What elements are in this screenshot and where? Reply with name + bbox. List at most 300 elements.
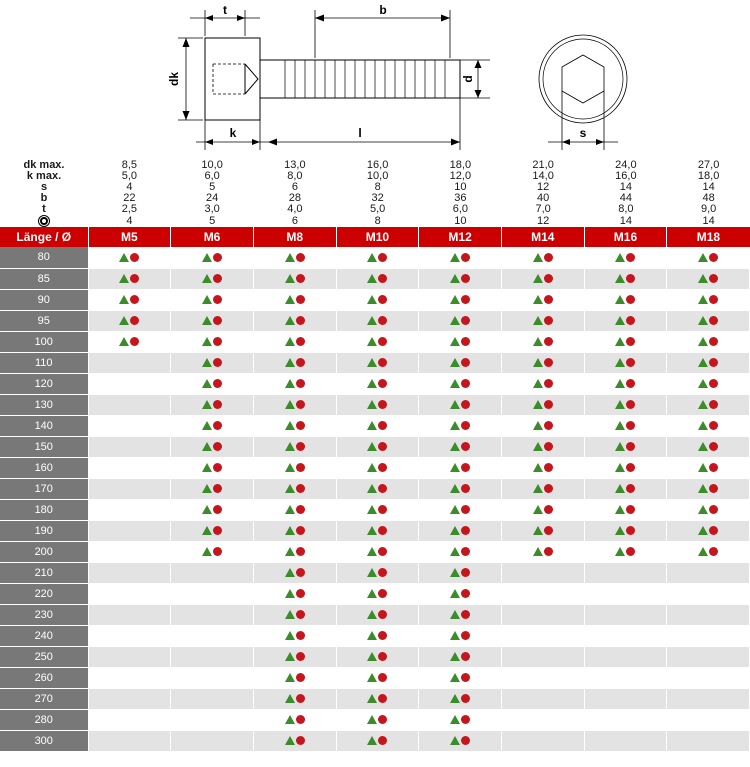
availability-symbols bbox=[285, 715, 305, 724]
availability-cell-available bbox=[253, 604, 336, 625]
availability-cell-empty bbox=[667, 583, 750, 604]
row-length-label: 110 bbox=[0, 352, 88, 373]
triangle-icon bbox=[367, 421, 377, 430]
availability-symbols bbox=[119, 253, 139, 262]
availability-cell-available bbox=[253, 499, 336, 520]
availability-symbols bbox=[285, 400, 305, 409]
availability-symbols bbox=[367, 358, 387, 367]
circle-icon bbox=[626, 421, 635, 430]
circle-icon bbox=[213, 463, 222, 472]
header-column-m8: M8 bbox=[253, 227, 336, 247]
triangle-icon bbox=[119, 253, 129, 262]
triangle-icon bbox=[202, 358, 212, 367]
availability-cell-available bbox=[667, 541, 750, 562]
availability-symbols bbox=[615, 295, 635, 304]
circle-icon bbox=[378, 337, 387, 346]
availability-symbols bbox=[285, 694, 305, 703]
availability-cell-available bbox=[171, 499, 254, 520]
table-header-row bbox=[0, 227, 750, 247]
availability-symbols bbox=[533, 337, 553, 346]
availability-cell-available bbox=[501, 268, 584, 289]
triangle-icon bbox=[367, 505, 377, 514]
circle-icon bbox=[461, 547, 470, 556]
availability-cell-available bbox=[667, 457, 750, 478]
spec-value: 6,0 bbox=[204, 170, 220, 182]
circle-icon bbox=[461, 484, 470, 493]
availability-symbols bbox=[202, 442, 222, 451]
triangle-icon bbox=[119, 337, 129, 346]
spec-value: 40 bbox=[537, 192, 550, 204]
triangle-icon bbox=[202, 484, 212, 493]
availability-cell-available bbox=[171, 394, 254, 415]
availability-cell-available bbox=[336, 562, 419, 583]
availability-symbols bbox=[450, 400, 470, 409]
availability-cell-available bbox=[667, 499, 750, 520]
availability-symbols bbox=[367, 652, 387, 661]
triangle-icon bbox=[450, 421, 460, 430]
circle-icon bbox=[544, 400, 553, 409]
triangle-icon bbox=[367, 484, 377, 493]
triangle-icon bbox=[615, 400, 625, 409]
row-length-label: 170 bbox=[0, 478, 88, 499]
row-length-label: 140 bbox=[0, 415, 88, 436]
row-length-label: 220 bbox=[0, 583, 88, 604]
availability-symbols bbox=[615, 442, 635, 451]
availability-cell-available bbox=[584, 247, 667, 268]
table-row bbox=[0, 604, 750, 625]
triangle-icon bbox=[698, 337, 708, 346]
spec-value: 12 bbox=[537, 181, 550, 193]
circle-icon bbox=[130, 253, 139, 262]
triangle-icon bbox=[533, 400, 543, 409]
circle-icon bbox=[296, 673, 305, 682]
availability-symbols bbox=[285, 484, 305, 493]
availability-symbols bbox=[367, 316, 387, 325]
circle-icon bbox=[130, 316, 139, 325]
circle-icon bbox=[213, 505, 222, 514]
availability-cell-available bbox=[253, 478, 336, 499]
availability-cell-empty bbox=[171, 646, 254, 667]
circle-icon bbox=[544, 379, 553, 388]
availability-cell-empty bbox=[501, 709, 584, 730]
row-length-label: 240 bbox=[0, 625, 88, 646]
label-k: k bbox=[229, 126, 237, 140]
row-length-label: 210 bbox=[0, 562, 88, 583]
availability-symbols bbox=[367, 547, 387, 556]
availability-symbols bbox=[698, 421, 718, 430]
availability-symbols bbox=[615, 379, 635, 388]
triangle-icon bbox=[533, 484, 543, 493]
triangle-icon bbox=[367, 358, 377, 367]
triangle-icon bbox=[698, 274, 708, 283]
row-length-label: 230 bbox=[0, 604, 88, 625]
availability-cell-empty bbox=[584, 583, 667, 604]
table-row bbox=[0, 499, 750, 520]
availability-cell-available bbox=[336, 268, 419, 289]
spec-value: 10,0 bbox=[201, 159, 223, 171]
availability-symbols bbox=[698, 337, 718, 346]
availability-cell-available bbox=[253, 247, 336, 268]
availability-symbols bbox=[615, 463, 635, 472]
availability-cell-empty bbox=[88, 709, 171, 730]
availability-cell-available bbox=[253, 520, 336, 541]
availability-cell-available bbox=[253, 268, 336, 289]
availability-cell-available bbox=[584, 268, 667, 289]
availability-symbols bbox=[285, 547, 305, 556]
circle-icon bbox=[461, 379, 470, 388]
triangle-icon bbox=[533, 295, 543, 304]
spec-value: 10 bbox=[454, 214, 467, 227]
circle-icon bbox=[626, 274, 635, 283]
availability-symbols bbox=[450, 589, 470, 598]
circle-icon bbox=[296, 652, 305, 661]
availability-symbols bbox=[698, 379, 718, 388]
spec-value: 5 bbox=[209, 181, 216, 193]
spec-value: 14,0 bbox=[532, 170, 554, 182]
availability-cell-empty bbox=[88, 667, 171, 688]
triangle-icon bbox=[450, 547, 460, 556]
availability-symbols bbox=[202, 274, 222, 283]
triangle-icon bbox=[119, 295, 129, 304]
availability-symbols bbox=[450, 631, 470, 640]
circle-icon bbox=[130, 295, 139, 304]
availability-cell-available bbox=[253, 646, 336, 667]
triangle-icon bbox=[615, 274, 625, 283]
label-t: t bbox=[223, 3, 227, 17]
triangle-icon bbox=[285, 505, 295, 514]
header-column-m5: M5 bbox=[88, 227, 171, 247]
triangle-icon bbox=[698, 316, 708, 325]
table-row bbox=[0, 436, 750, 457]
table-row bbox=[0, 625, 750, 646]
triangle-icon bbox=[285, 316, 295, 325]
circle-icon bbox=[378, 442, 387, 451]
table-row bbox=[0, 289, 750, 310]
spec-value: 14 bbox=[619, 181, 632, 193]
triangle-icon bbox=[533, 274, 543, 283]
circle-icon bbox=[296, 358, 305, 367]
triangle-icon bbox=[615, 379, 625, 388]
circle-icon bbox=[378, 547, 387, 556]
circle-icon bbox=[296, 694, 305, 703]
triangle-icon bbox=[698, 253, 708, 262]
table-row bbox=[0, 583, 750, 604]
availability-cell-available bbox=[171, 331, 254, 352]
availability-symbols bbox=[450, 295, 470, 304]
header-length-diameter: Länge / Ø bbox=[0, 227, 88, 247]
table-row bbox=[0, 541, 750, 562]
availability-symbols bbox=[450, 568, 470, 577]
triangle-icon bbox=[698, 400, 708, 409]
triangle-icon bbox=[367, 652, 377, 661]
row-length-label: 85 bbox=[0, 268, 88, 289]
circle-icon bbox=[544, 337, 553, 346]
circle-icon bbox=[461, 505, 470, 514]
circle-icon bbox=[378, 694, 387, 703]
availability-cell-empty bbox=[501, 562, 584, 583]
triangle-icon bbox=[285, 526, 295, 535]
availability-symbols bbox=[615, 505, 635, 514]
availability-symbols bbox=[450, 379, 470, 388]
circle-icon bbox=[296, 379, 305, 388]
circle-icon bbox=[378, 715, 387, 724]
circle-icon bbox=[461, 358, 470, 367]
availability-cell-empty bbox=[88, 499, 171, 520]
triangle-icon bbox=[367, 673, 377, 682]
availability-symbols bbox=[285, 316, 305, 325]
availability-symbols bbox=[285, 463, 305, 472]
availability-cell-available bbox=[419, 541, 502, 562]
triangle-icon bbox=[615, 421, 625, 430]
availability-cell-available bbox=[419, 352, 502, 373]
table-row bbox=[0, 310, 750, 331]
availability-cell-empty bbox=[667, 688, 750, 709]
availability-symbols bbox=[119, 295, 139, 304]
availability-symbols bbox=[615, 547, 635, 556]
circle-icon bbox=[296, 316, 305, 325]
availability-cell-empty bbox=[584, 646, 667, 667]
spec-value: 14 bbox=[702, 214, 715, 227]
availability-symbols bbox=[450, 673, 470, 682]
circle-icon bbox=[378, 316, 387, 325]
availability-symbols bbox=[202, 463, 222, 472]
triangle-icon bbox=[450, 631, 460, 640]
spec-value: 8 bbox=[374, 214, 381, 227]
triangle-icon bbox=[615, 505, 625, 514]
triangle-icon bbox=[450, 442, 460, 451]
circle-icon bbox=[296, 736, 305, 745]
availability-cell-empty bbox=[171, 709, 254, 730]
availability-symbols bbox=[450, 337, 470, 346]
availability-symbols bbox=[367, 526, 387, 535]
triangle-icon bbox=[615, 295, 625, 304]
triangle-icon bbox=[367, 715, 377, 724]
availability-cell-available bbox=[336, 331, 419, 352]
availability-symbols bbox=[533, 484, 553, 493]
availability-cell-available bbox=[253, 730, 336, 751]
row-length-label: 120 bbox=[0, 373, 88, 394]
triangle-icon bbox=[202, 442, 212, 451]
circle-icon bbox=[461, 715, 470, 724]
circle-icon bbox=[461, 421, 470, 430]
availability-cell-available bbox=[88, 247, 171, 268]
header-column-m10: M10 bbox=[336, 227, 419, 247]
circle-icon bbox=[461, 253, 470, 262]
circle-icon bbox=[213, 421, 222, 430]
circle-icon bbox=[626, 505, 635, 514]
availability-symbols bbox=[533, 505, 553, 514]
availability-cell-available bbox=[667, 415, 750, 436]
triangle-icon bbox=[615, 547, 625, 556]
availability-cell-available bbox=[501, 520, 584, 541]
circle-icon bbox=[213, 526, 222, 535]
circle-icon bbox=[544, 463, 553, 472]
circle-icon bbox=[461, 610, 470, 619]
availability-symbols bbox=[367, 736, 387, 745]
table-row bbox=[0, 268, 750, 289]
availability-cell-available bbox=[419, 688, 502, 709]
availability-cell-available bbox=[419, 730, 502, 751]
spec-value: 5 bbox=[209, 214, 216, 227]
triangle-icon bbox=[698, 358, 708, 367]
circle-icon bbox=[213, 274, 222, 283]
row-length-label: 300 bbox=[0, 730, 88, 751]
triangle-icon bbox=[367, 463, 377, 472]
triangle-icon bbox=[450, 610, 460, 619]
circle-icon bbox=[461, 463, 470, 472]
availability-cell-available bbox=[336, 499, 419, 520]
circle-icon bbox=[709, 400, 718, 409]
availability-symbols bbox=[119, 274, 139, 283]
circle-icon bbox=[709, 463, 718, 472]
circle-icon bbox=[296, 610, 305, 619]
triangle-icon bbox=[367, 589, 377, 598]
availability-cell-available bbox=[501, 373, 584, 394]
table-row bbox=[0, 394, 750, 415]
availability-cell-available bbox=[336, 709, 419, 730]
row-length-label: 160 bbox=[0, 457, 88, 478]
availability-cell-empty bbox=[667, 604, 750, 625]
availability-cell-available bbox=[336, 352, 419, 373]
availability-cell-available bbox=[419, 562, 502, 583]
availability-symbols bbox=[285, 358, 305, 367]
label-s: s bbox=[579, 126, 587, 140]
availability-symbols bbox=[450, 505, 470, 514]
table-row bbox=[0, 247, 750, 268]
triangle-icon bbox=[533, 526, 543, 535]
triangle-icon bbox=[615, 442, 625, 451]
availability-cell-available bbox=[419, 373, 502, 394]
spec-value: 5,0 bbox=[121, 170, 138, 182]
circle-icon bbox=[709, 505, 718, 514]
triangle-icon bbox=[450, 484, 460, 493]
triangle-icon bbox=[285, 652, 295, 661]
spec-value: 48 bbox=[702, 192, 715, 204]
availability-symbols bbox=[285, 673, 305, 682]
table-row bbox=[0, 667, 750, 688]
circle-icon bbox=[544, 547, 553, 556]
triangle-icon bbox=[533, 421, 543, 430]
triangle-icon bbox=[285, 631, 295, 640]
availability-symbols bbox=[533, 274, 553, 283]
triangle-icon bbox=[698, 421, 708, 430]
circle-icon bbox=[296, 337, 305, 346]
spec-value: 10 bbox=[454, 181, 467, 193]
circle-icon bbox=[626, 547, 635, 556]
triangle-icon bbox=[450, 274, 460, 283]
availability-cell-available bbox=[253, 331, 336, 352]
availability-symbols bbox=[285, 526, 305, 535]
circle-icon bbox=[378, 400, 387, 409]
availability-cell-empty bbox=[667, 646, 750, 667]
triangle-icon bbox=[450, 589, 460, 598]
circle-icon bbox=[296, 589, 305, 598]
circle-icon bbox=[296, 484, 305, 493]
availability-cell-empty bbox=[667, 667, 750, 688]
triangle-icon bbox=[367, 610, 377, 619]
availability-symbols bbox=[367, 610, 387, 619]
triangle-icon bbox=[285, 610, 295, 619]
availability-cell-available bbox=[253, 625, 336, 646]
circle-icon bbox=[378, 673, 387, 682]
availability-cell-empty bbox=[584, 730, 667, 751]
availability-cell-available bbox=[253, 289, 336, 310]
triangle-icon bbox=[367, 295, 377, 304]
availability-symbols bbox=[533, 526, 553, 535]
circle-icon bbox=[213, 295, 222, 304]
triangle-icon bbox=[202, 421, 212, 430]
circle-icon bbox=[461, 652, 470, 661]
circle-icon bbox=[213, 358, 222, 367]
availability-symbols bbox=[450, 274, 470, 283]
row-length-label: 250 bbox=[0, 646, 88, 667]
circle-icon bbox=[626, 253, 635, 262]
availability-cell-available bbox=[584, 331, 667, 352]
availability-symbols bbox=[533, 463, 553, 472]
circle-icon bbox=[213, 442, 222, 451]
availability-cell-empty bbox=[88, 583, 171, 604]
circle-icon bbox=[626, 358, 635, 367]
availability-cell-available bbox=[584, 373, 667, 394]
availability-symbols bbox=[202, 295, 222, 304]
triangle-icon bbox=[698, 463, 708, 472]
circle-icon bbox=[626, 379, 635, 388]
availability-symbols bbox=[285, 421, 305, 430]
availability-cell-available bbox=[667, 247, 750, 268]
triangle-icon bbox=[285, 400, 295, 409]
circle-icon bbox=[296, 568, 305, 577]
circle-icon bbox=[709, 337, 718, 346]
availability-cell-available bbox=[419, 583, 502, 604]
circle-icon bbox=[296, 526, 305, 535]
circle-icon bbox=[544, 526, 553, 535]
availability-cell-empty bbox=[88, 730, 171, 751]
availability-cell-available bbox=[88, 268, 171, 289]
availability-cell-available bbox=[88, 310, 171, 331]
triangle-icon bbox=[450, 652, 460, 661]
drawing-svg bbox=[0, 0, 750, 160]
spec-value: 4 bbox=[126, 214, 133, 227]
triangle-icon bbox=[367, 253, 377, 262]
dimension-spec-table bbox=[0, 160, 750, 227]
availability-symbols bbox=[615, 484, 635, 493]
availability-symbols bbox=[450, 547, 470, 556]
triangle-icon bbox=[450, 694, 460, 703]
availability-symbols bbox=[367, 253, 387, 262]
circle-icon bbox=[709, 484, 718, 493]
availability-symbols bbox=[450, 736, 470, 745]
availability-symbols bbox=[615, 274, 635, 283]
table-row bbox=[0, 415, 750, 436]
spec-value: 24,0 bbox=[615, 159, 637, 171]
triangle-icon bbox=[450, 253, 460, 262]
availability-cell-empty bbox=[171, 562, 254, 583]
availability-cell-empty bbox=[171, 583, 254, 604]
availability-symbols bbox=[367, 694, 387, 703]
availability-symbols bbox=[202, 421, 222, 430]
spec-value: 6,0 bbox=[452, 203, 469, 215]
circle-icon bbox=[626, 442, 635, 451]
triangle-icon bbox=[367, 337, 377, 346]
availability-cell-available bbox=[336, 583, 419, 604]
availability-cell-empty bbox=[171, 625, 254, 646]
circle-icon bbox=[213, 253, 222, 262]
availability-cell-available bbox=[171, 373, 254, 394]
availability-cell-empty bbox=[88, 604, 171, 625]
circle-icon bbox=[378, 610, 387, 619]
spec-value: 8 bbox=[374, 181, 381, 193]
availability-cell-available bbox=[667, 394, 750, 415]
